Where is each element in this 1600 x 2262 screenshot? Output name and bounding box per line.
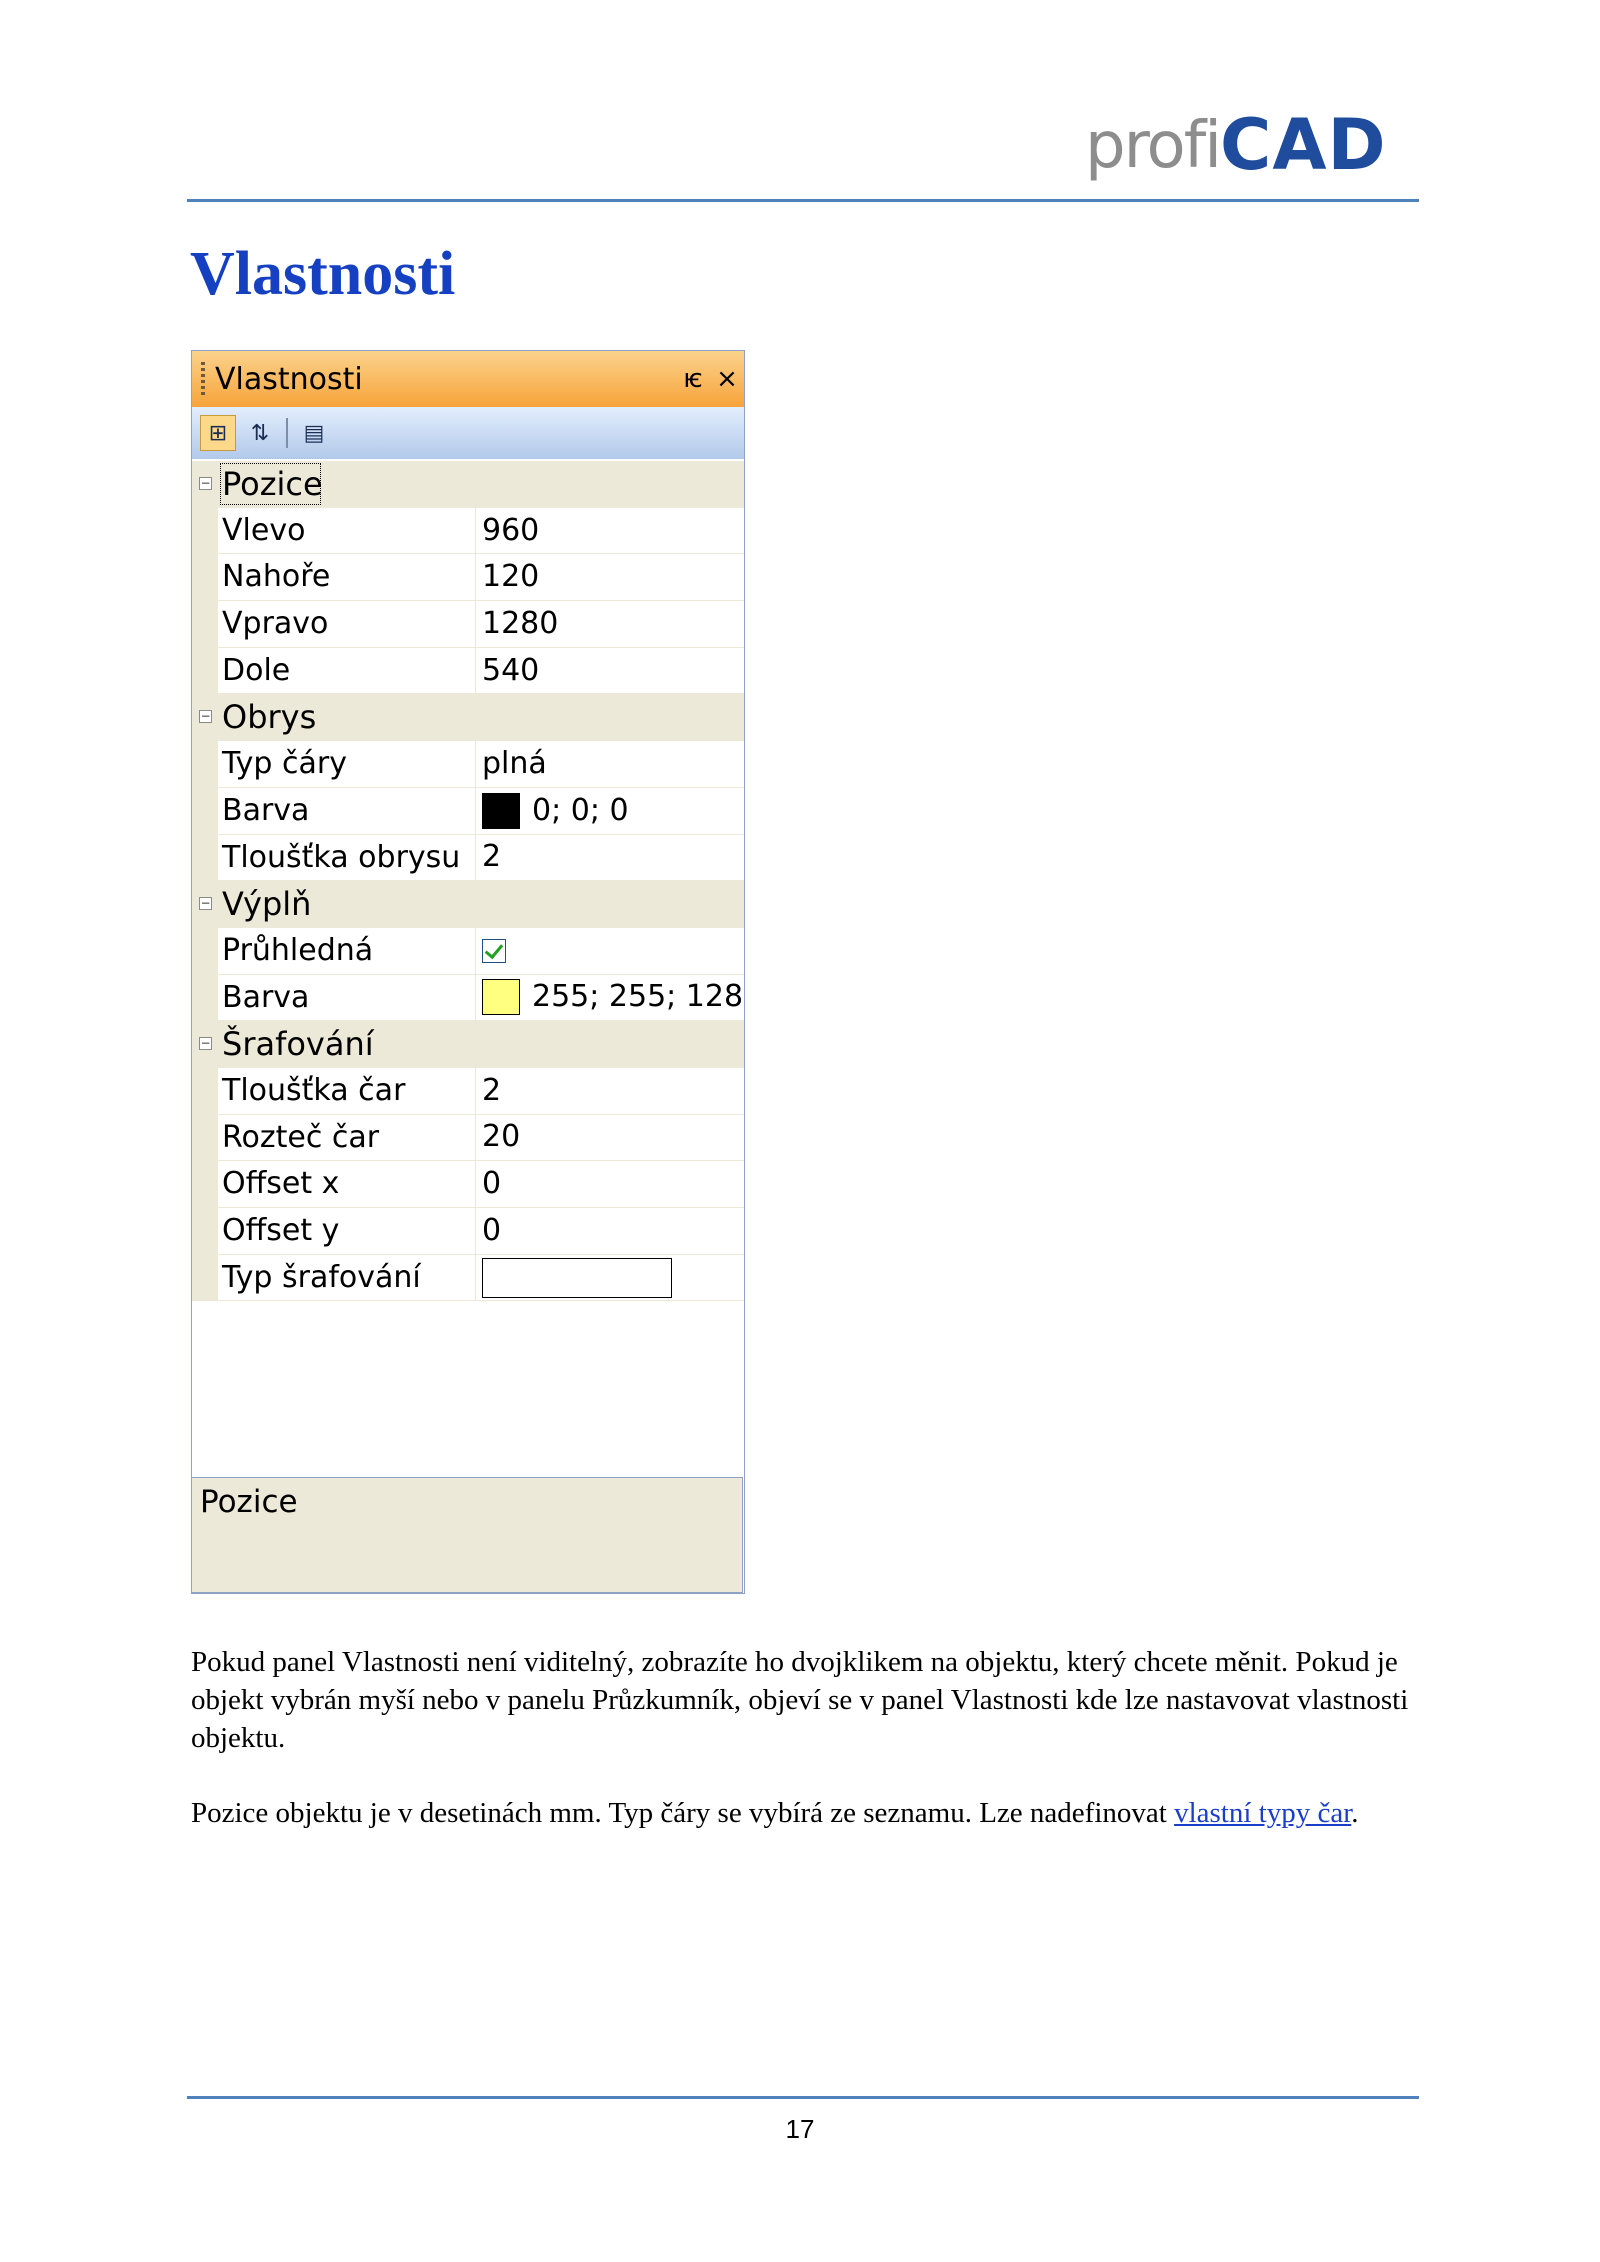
proficad-logo: [1085, 100, 1387, 186]
header-rule: [187, 199, 1419, 202]
property-value[interactable]: 540: [482, 652, 540, 688]
hatch-type-box[interactable]: [482, 1258, 672, 1298]
property-row[interactable]: [192, 975, 744, 1022]
property-row[interactable]: [192, 788, 744, 835]
category-vypln[interactable]: [192, 881, 744, 928]
paragraph-2-end: .: [1351, 1797, 1359, 1829]
description-area: Pozice: [191, 1477, 743, 1593]
property-name: Barva: [218, 788, 476, 834]
property-name: Nahoře: [218, 554, 476, 600]
paragraph-1: Pokud panel Vlastnosti není viditelný, zobrazíte ho dvojklikem na objektu, který chcete měnit. Pokud je objekt vybrán myší nebo v panelu Průzkumník, objeví se v panel Vlastnosti kde lze nastavovat vlastnosti objektu.: [191, 1646, 1409, 1754]
panel-title: Vlastnosti: [215, 361, 363, 397]
alphabetical-sort-icon[interactable]: ⇅: [250, 420, 270, 446]
category-obrys[interactable]: [192, 694, 744, 741]
collapse-icon[interactable]: −: [200, 709, 211, 724]
property-row[interactable]: [192, 835, 744, 882]
property-pages-icon[interactable]: ▤: [303, 420, 325, 446]
property-row[interactable]: [192, 554, 744, 601]
property-row[interactable]: [192, 1208, 744, 1255]
pin-icon[interactable]: ѥ: [683, 364, 703, 394]
property-name: Typ čáry: [218, 741, 476, 787]
property-name: Vpravo: [218, 601, 476, 647]
color-swatch: [482, 793, 520, 829]
property-row[interactable]: [192, 1068, 744, 1115]
panel-titlebar[interactable]: [192, 351, 744, 407]
property-value[interactable]: 0: [482, 1212, 502, 1248]
transparent-checkbox[interactable]: [482, 939, 506, 963]
property-name: Tloušťka čar: [218, 1068, 476, 1114]
category-label: Pozice: [218, 461, 323, 507]
property-row[interactable]: [192, 1255, 744, 1302]
property-value[interactable]: 960: [482, 512, 540, 548]
property-row[interactable]: [192, 1161, 744, 1208]
property-row[interactable]: [192, 508, 744, 555]
property-row[interactable]: [192, 928, 744, 975]
property-value[interactable]: 2: [482, 839, 502, 875]
category-label: Obrys: [222, 698, 317, 737]
page-number: 17: [785, 2114, 815, 2144]
page-title: Vlastnosti: [190, 240, 456, 308]
property-name: Offset x: [218, 1161, 476, 1207]
property-row[interactable]: [192, 1115, 744, 1162]
line-type-value[interactable]: plná: [482, 745, 547, 781]
categorized-view-icon[interactable]: ⊞: [200, 415, 236, 451]
color-value-text: 255; 255; 128: [532, 979, 744, 1015]
custom-line-types-link[interactable]: vlastní typy čar: [1174, 1797, 1352, 1829]
property-name: Rozteč čar: [218, 1115, 476, 1161]
property-value[interactable]: 0: [482, 1166, 502, 1202]
collapse-icon[interactable]: −: [200, 896, 211, 911]
property-value[interactable]: 1280: [482, 605, 559, 641]
outline-color-value[interactable]: [476, 788, 744, 834]
property-row[interactable]: [192, 741, 744, 788]
color-value-text: 0; 0; 0: [532, 792, 629, 828]
logo-profi: profi: [1085, 109, 1220, 183]
close-icon[interactable]: ×: [716, 364, 738, 394]
property-name: Tloušťka obrysu: [218, 835, 476, 881]
paragraph-2: [191, 1794, 1421, 1832]
property-name: Typ šrafování: [218, 1255, 476, 1301]
property-grid: [192, 461, 744, 1301]
footer-rule: [187, 2096, 1419, 2099]
property-value[interactable]: 120: [482, 559, 540, 595]
collapse-icon[interactable]: −: [200, 476, 211, 490]
property-name: Offset y: [218, 1208, 476, 1254]
color-swatch: [482, 979, 520, 1015]
category-label: Výplň: [222, 885, 312, 924]
property-name: Průhledná: [218, 928, 476, 974]
toolbar-separator: [286, 418, 288, 448]
property-value[interactable]: 2: [482, 1072, 502, 1108]
property-name: Barva: [218, 975, 476, 1021]
paragraph-2-text: Pozice objektu je v desetinách mm. Typ čáry se vybírá ze seznamu. Lze nadefinovat: [191, 1797, 1175, 1829]
fill-color-value[interactable]: [476, 975, 744, 1021]
logo-cad: CAD: [1220, 104, 1387, 186]
property-row[interactable]: [192, 601, 744, 648]
category-srafovani[interactable]: [192, 1021, 744, 1068]
property-name: Vlevo: [218, 508, 476, 554]
property-value[interactable]: 20: [482, 1119, 521, 1155]
panel-toolbar: [192, 407, 744, 459]
property-name: Dole: [218, 648, 476, 694]
properties-panel: [191, 350, 745, 1594]
category-label: Šrafování: [222, 1025, 374, 1064]
collapse-icon[interactable]: −: [200, 1036, 211, 1051]
property-row[interactable]: [192, 648, 744, 695]
category-pozice[interactable]: [192, 461, 744, 508]
drag-grip-icon[interactable]: [201, 362, 205, 396]
